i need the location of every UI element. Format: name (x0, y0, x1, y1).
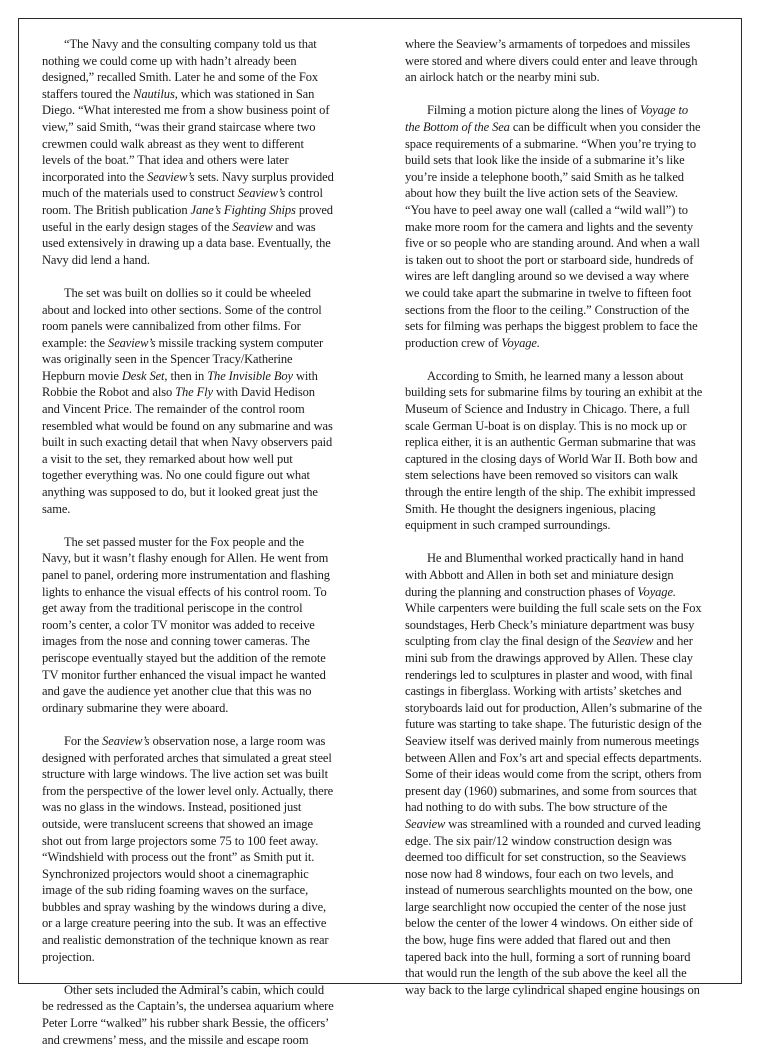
paragraph: The set was built on dollies so it could be wheeled about and locked into other sections. Some of the control room panels were cannibalized from other films. For example: the Seaview’s missile tracking system computer was originally seen in the Spencer Tracy/Katherine Hepburn movie Desk Set, then in The Invisible Boy with Robbie the Robot and also The Fly with David Hedison and Vincent Price. The remainder of the control room resembled what would be found on any submarine and was built in such exacting detail that when Navy observers paid a visit to the set, they remarked about how well put together everything was. No one could figure out what anything was supposed to do, but it looked great just the same. (42, 285, 333, 516)
paragraph: According to Smith, he learned many a lesson about building sets for submarine films by touring an exhibit at the Museum of Science and Industry in Chicago. There, a full scale German U-boat is on display. This is no mock up or replica either, it is an authentic German submarine that was captured in the closing days of World War II. Both bow and stem selections have been removed so visitors can walk through the entire length of the ship. The exhibit impressed Smith. He thought the designers ingenious, placing equipment in such cramped surroundings. (405, 368, 703, 533)
paragraph: For the Seaview’s observation nose, a large room was designed with perforated arches that simulated a great steel structure with large windows. The live action set was built from the perspective of the lower level only. Actually, there was no glass in the windows. Instead, positioned just outside, were translucent screens that showed an image shot out from large projectors some 75 to 100 feet away. “Windshield with process out the front” as Smith put it. Synchronized projectors would shoot a cinemagraphic image of the sub riding foaming waves on the surface, bubbles and spray washing by the windows during a dive, or a large creature peering into the sub. It was an effective and realistic demonstration of the technique known as rear projection. (42, 733, 334, 964)
italic-title: Nautilus, (133, 86, 178, 101)
italic-title: Seaview (405, 816, 446, 831)
paragraph: The set passed muster for the Fox people and the Navy, but it wasn’t flashy enough for Allen. He went from panel to panel, ordering more instrumentation and flashing lights to enhance the visual effects of his control room. To get away from the traditional periscope in the control room’s center, a color TV monitor was added to receive images from the nose and conning tower cameras. The periscope eventually stayed but the addition of the remote TV monitor further enhanced the visual impact he wanted and gave the audience yet another clue that this was no ordinary submarine they were aboard. (42, 534, 330, 715)
italic-title: Seaview (232, 219, 273, 234)
italic-title: The Invisible Boy (207, 368, 293, 383)
italic-title: Seaview’s (237, 186, 286, 201)
italic-title: Seaview’s (102, 733, 150, 748)
right-column (405, 36, 705, 998)
italic-title: Desk Set, (121, 368, 168, 383)
italic-title: Voyage. (501, 335, 540, 350)
paragraph: He and Blumenthal worked practically hand in hand with Abbott and Allen in both set and miniature design during the planning and construction phases of Voyage. While carpenters were building the full scale sets on the Fox soundstages, Herb Check’s miniature department was busy sculpting from clay the final design of the Seaview and her mini sub from the drawings approved by Allen. These clay renderings led to sculptures in plaster and wood, with final castings in fiberglass. Working with artists’ sketches and storyboards laid out for production, Allen’s submarine of the future was starting to take shape. The futuristic design of the Seaview itself was derived mainly from numerous meetings between Allen and Fox’s art and special effects departments. Some of their ideas would come from the script, others from present day (1960) submarines, and some from sources that had nothing to do with subs. The bow structure of the Seaview was streamlined with a rounded and curved leading edge. The six pair/12 window construction design was deemed too difficult for set construction, so the Seaviews nose now had 8 windows, four each on two levels, and instead of numerous searchlights mounted on the bow, one large searchlight now occupied the center of the nose just below the center of the lower 4 windows. On either side of the bow, huge fins were added that flared out and then tapered back into the hull, forming a sort of running board that would run the length of the sub above the keel all the way back to the large cylindrical shaped engine housings on (405, 551, 702, 997)
italic-title: Voyage. (637, 584, 676, 599)
italic-title: Voyage to the Bottom of the Sea (405, 103, 688, 134)
paragraph: Filming a motion picture along the lines of Voyage to the Bottom of the Sea can be difficult when you consider the space requirements of a submarine. “When you’re trying to build sets that look like the inside of a submarine it’s like you’re inside a telephone booth,” said Smith as he talked about how they built the live action sets of the Seaview. “You have to peel away one wall (called a “wild wall”) to make more room for the camera and lights and the seventy five or so people who are standing around. And when a wall is taken out to shoot the port or starboard side, hundreds of wires are left dangling around so we devised a way where we could take apart the submarine in twelve to fifteen foot sections from the floor to the ceiling.” Construction of the sets for filming was perhaps the biggest problem to face the production crew of Voyage. (405, 103, 701, 350)
paragraph-continued: where the Seaview’s armaments of torpedoes and missiles were stored and where divers could enter and leave through an airlock hatch or the nearby mini sub. (405, 37, 698, 85)
italic-title: The Fly (175, 385, 213, 400)
italic-title: Seaview’s (108, 335, 156, 350)
italic-title: Seaview (613, 634, 654, 649)
italic-title: Jane’s Fighting Ships (190, 202, 296, 217)
left-column (42, 36, 334, 1048)
italic-title: Seaview’s (147, 169, 195, 184)
paragraph: Other sets included the Admiral’s cabin, which could be redressed as the Captain’s, the undersea aquarium where Peter Lorre “walked” his rubber shark Bessie, the officers’ and crewmens’ mess, and the missile and escape room (42, 982, 334, 1047)
paragraph: “The Navy and the consulting company told us that nothing we could come up with hadn’t already been designed,” recalled Smith. Later he and some of the Fox staffers toured the Nautilus, which was stationed in San Diego. “What interested me from a show business point of view,” said Smith, “was their grand staircase where two crewmen could walk abreast as they went to different levels of the boat.” That idea and others were later incorporated into the Seaview’s sets. Navy surplus provided much of the materials used to construct Seaview’s control room. The British publication Jane’s Fighting Ships proved useful in the early design stages of the Seaview and was used extensively in drawing up a data base. Eventually, the Navy did lend a hand. (42, 37, 334, 267)
